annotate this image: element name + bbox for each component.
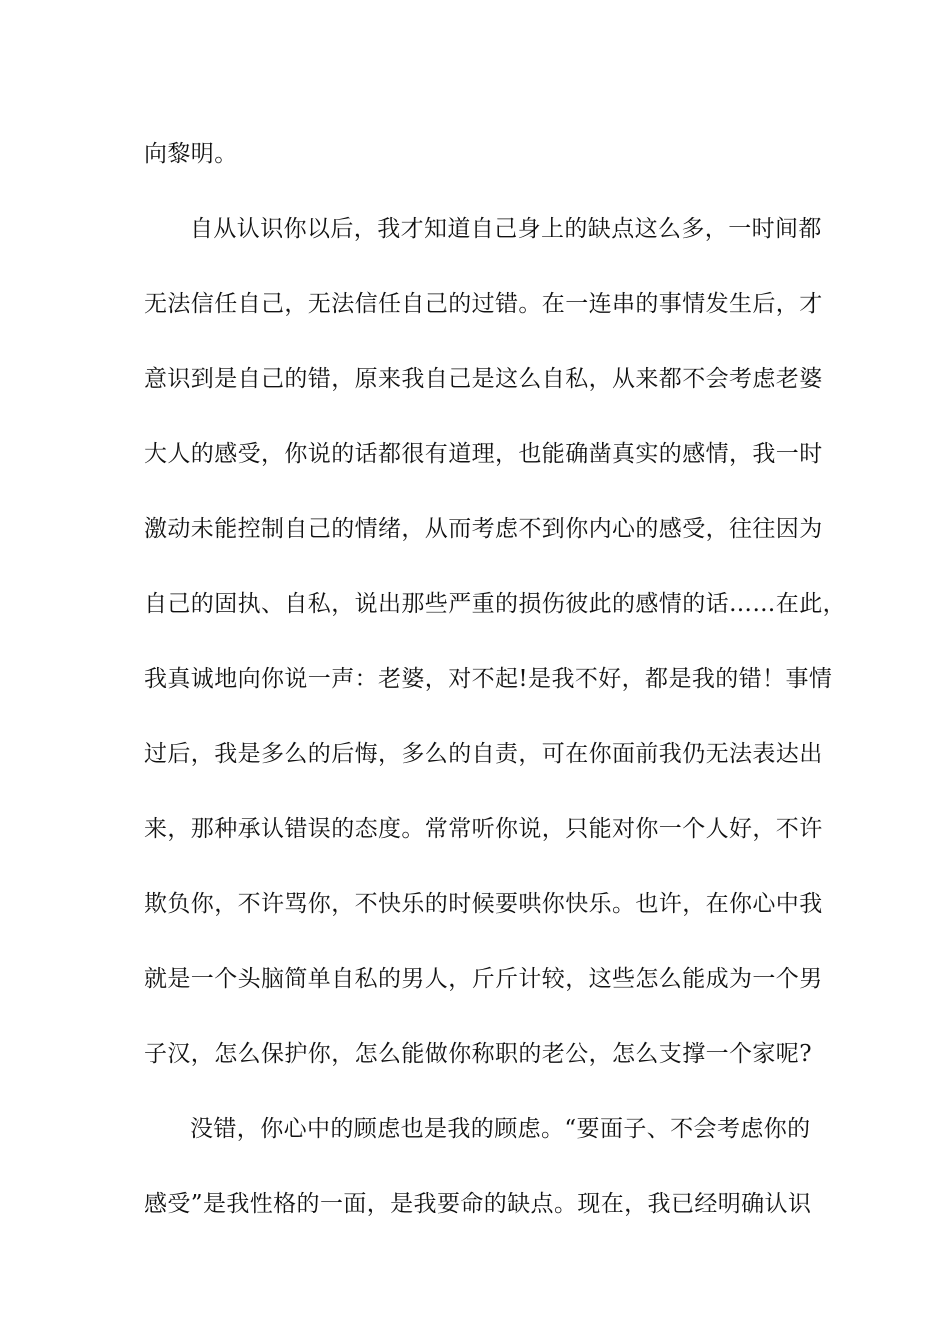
text-line: 来，那种承认错误的态度。常常听你说，只能对你一个人好，不许 xyxy=(144,816,823,842)
text-line: 向黎明。 xyxy=(144,141,238,167)
text-line: 无法信任自己，无法信任自己的过错。在一连串的事情发生后，才 xyxy=(144,291,823,317)
paragraph-start-line: 自从认识你以后，我才知道自己身上的缺点这么多，一时间都 xyxy=(190,216,822,242)
text-line: 欺负你，不许骂你，不快乐的时候要哄你快乐。也许，在你心中我 xyxy=(144,891,823,917)
text-line: 自己的固执、自私，说出那些严重的损伤彼此的感情的话……在此， xyxy=(144,591,846,617)
text-line: 大人的感受，你说的话都很有道理，也能确凿真实的感情，我一时 xyxy=(144,441,823,467)
text-line: 子汉，怎么保护你，怎么能做你称职的老公，怎么支撑一个家呢? xyxy=(144,1041,812,1067)
paragraph-start-line: 没错，你心中的顾虑也是我的顾虑。“要面子、不会考虑你的 xyxy=(190,1116,811,1142)
text-line: 感受”是我性格的一面，是我要命的缺点。现在，我已经明确认识 xyxy=(144,1191,812,1217)
text-line: 我真诚地向你说一声：老婆，对不起!是我不好，都是我的错！事情 xyxy=(144,666,833,692)
text-line: 就是一个头脑简单自私的男人，斤斤计较，这些怎么能成为一个男 xyxy=(144,966,823,992)
text-line: 过后，我是多么的后悔，多么的自责，可在你面前我仍无法表达出 xyxy=(144,741,823,767)
text-line: 意识到是自己的错，原来我自己是这么自私，从来都不会考虑老婆 xyxy=(144,366,823,392)
text-line: 激动未能控制自己的情绪，从而考虑不到你内心的感受，往往因为 xyxy=(144,516,823,542)
